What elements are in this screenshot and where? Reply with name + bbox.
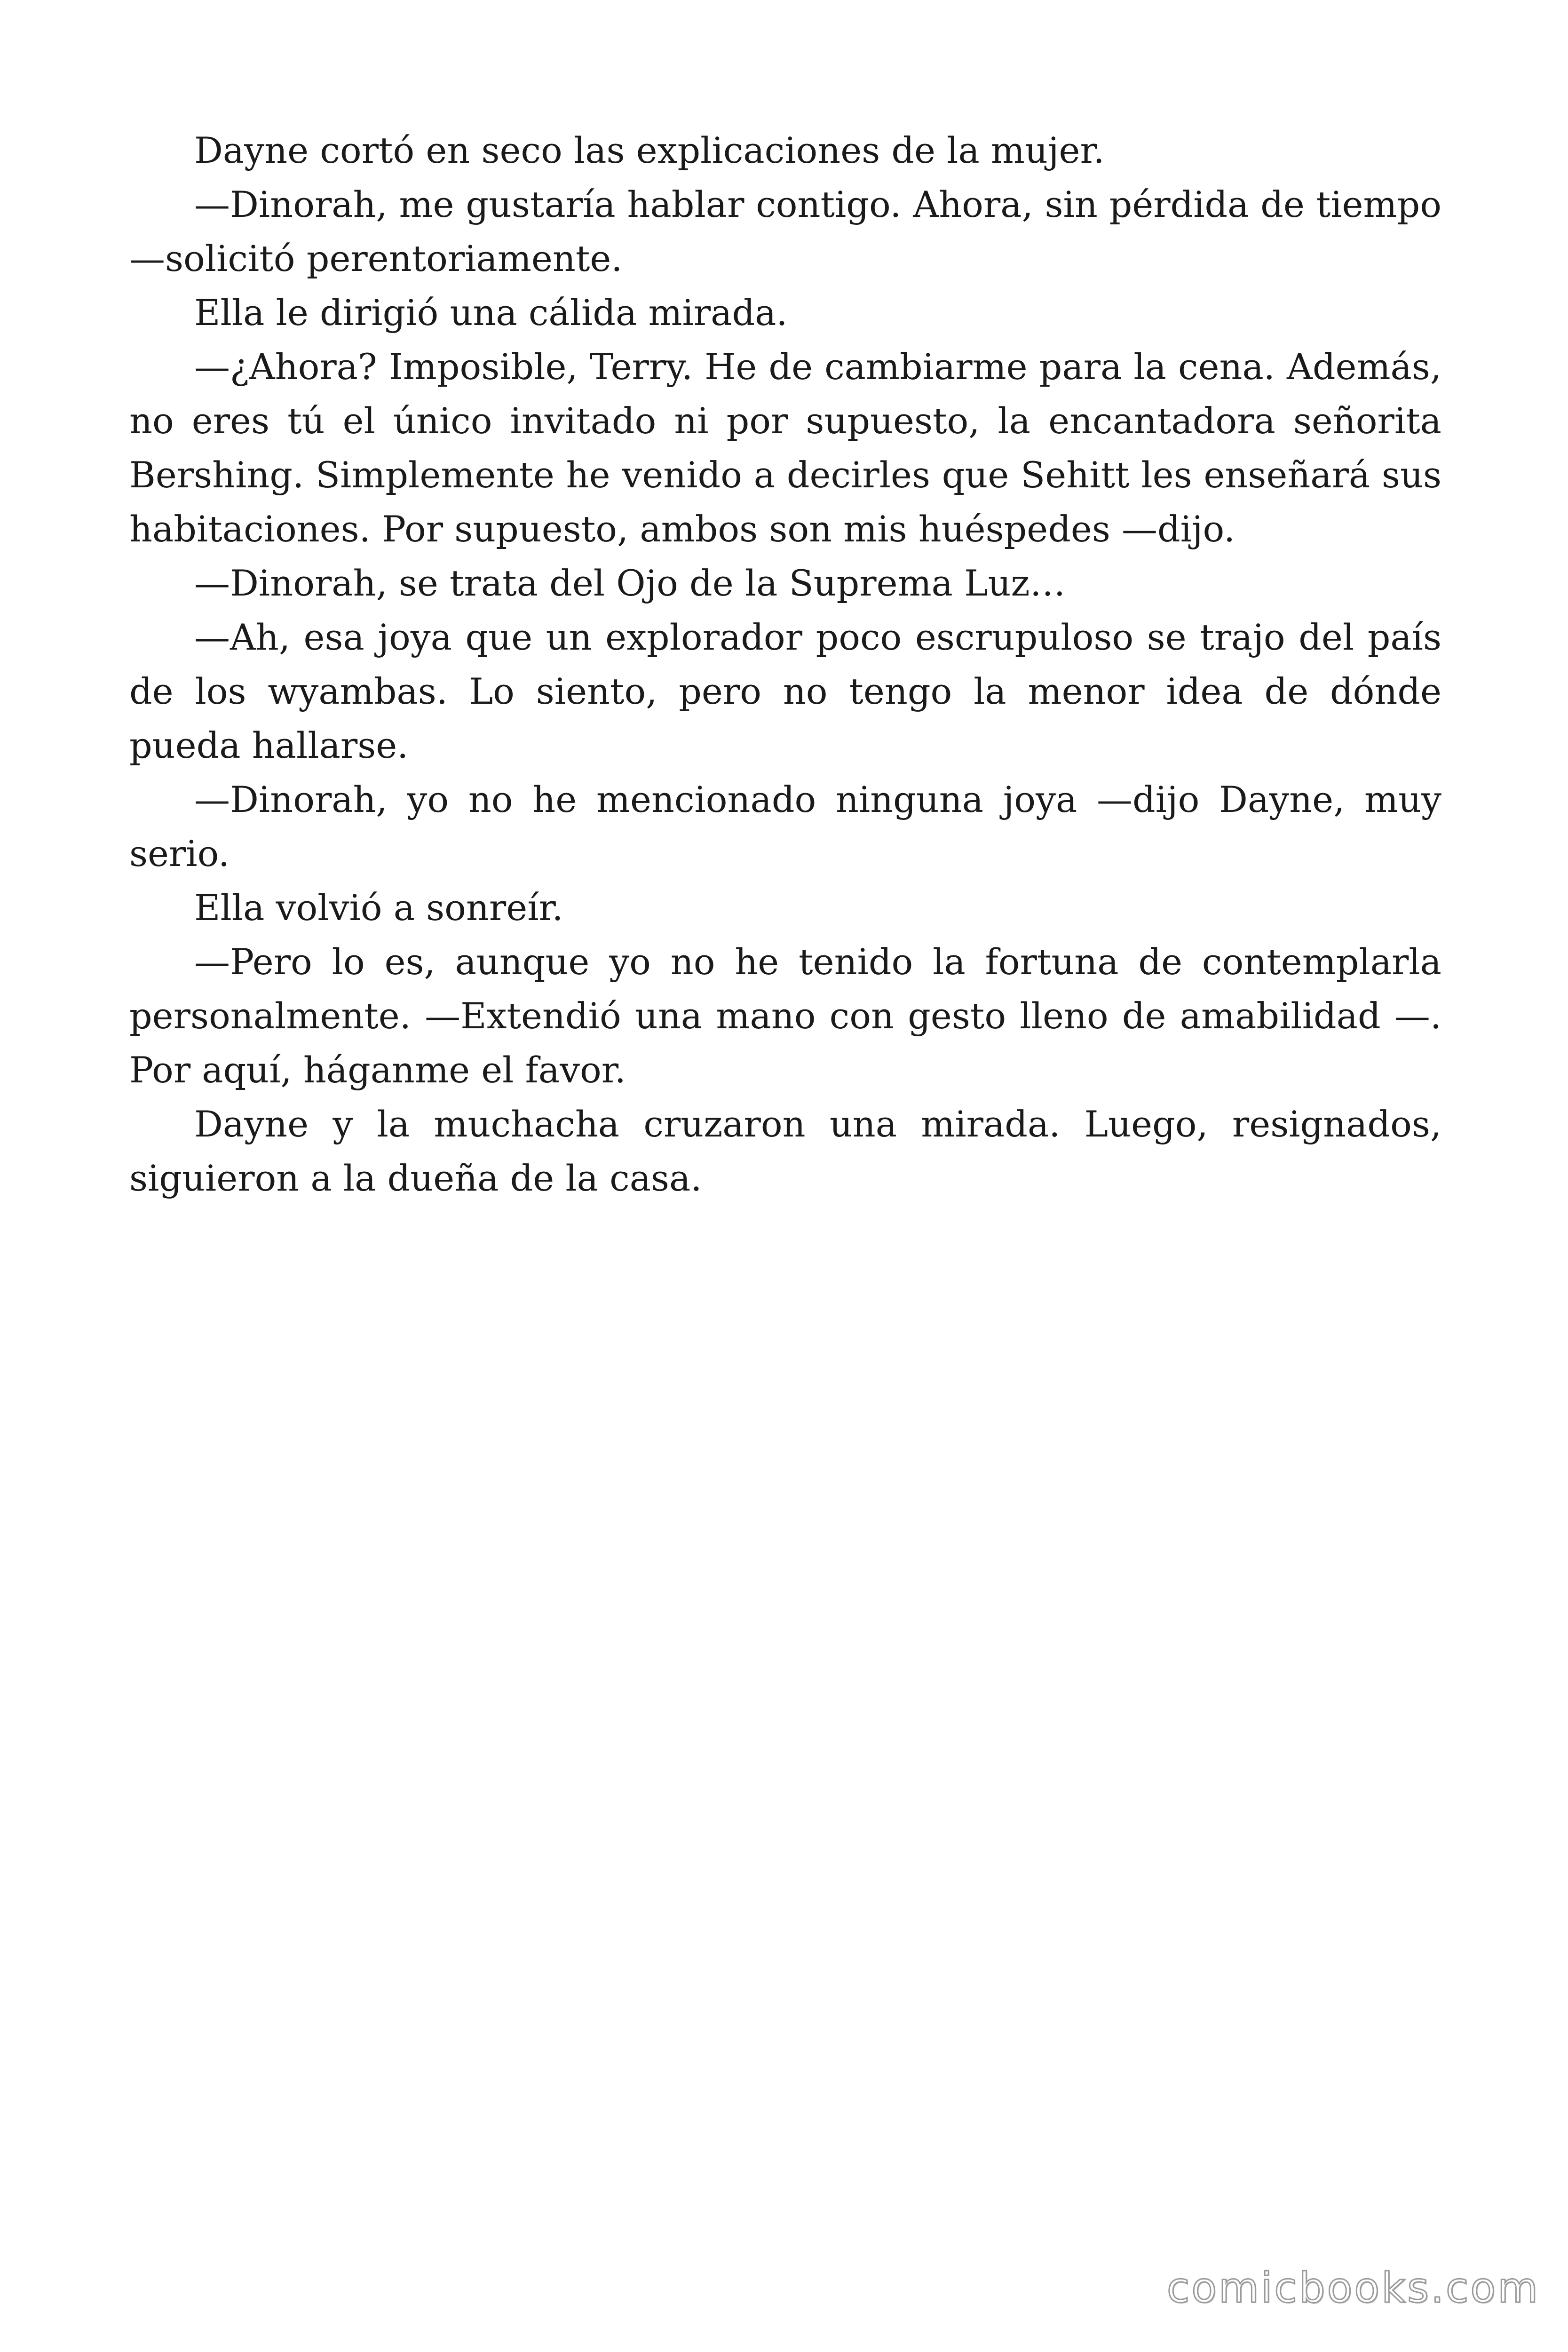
paragraph: —Dinorah, me gustaría hablar contigo. Ahora, sin pérdida de tiempo —solicitó perentoriamente. (129, 183, 1441, 279)
paragraph: —¿Ahora? Imposible, Terry. He de cambiarme para la cena. Además, no eres tú el único invitado ni por supuesto, la encantadora señorita Bershing. Simplemente he venido a decirles que Sehitt les enseñará sus habitaciones. Por supuesto, ambos son mis huéspedes —dijo. (129, 346, 1441, 550)
body-text (129, 123, 1441, 1205)
paragraph: —Pero lo es, aunque yo no he tenido la fortuna de contemplarla personalmente. —Extendió una mano con gesto lleno de amabilidad —. Por aquí, háganme el favor. (129, 941, 1441, 1091)
paragraph: Dayne cortó en seco las explicaciones de la mujer. (194, 129, 1105, 171)
paragraph: —Dinorah, se trata del Ojo de la Suprema Luz… (194, 562, 1066, 604)
paragraph: —Dinorah, yo no he mencionado ninguna joya —dijo Dayne, muy serio. (129, 779, 1441, 874)
paragraph: Ella volvió a sonreír. (194, 887, 563, 929)
paragraph: Dayne y la muchacha cruzaron una mirada. Luego, resignados, siguieron a la dueña de la casa. (129, 1103, 1441, 1199)
paragraph: —Ah, esa joya que un explorador poco escrupuloso se trajo del país de los wyambas. Lo siento, pero no tengo la menor idea de dónde pueda hallarse. (129, 616, 1441, 766)
watermark: comicbooks.com (1166, 2264, 1540, 2312)
paragraph: Ella le dirigió una cálida mirada. (194, 292, 788, 334)
